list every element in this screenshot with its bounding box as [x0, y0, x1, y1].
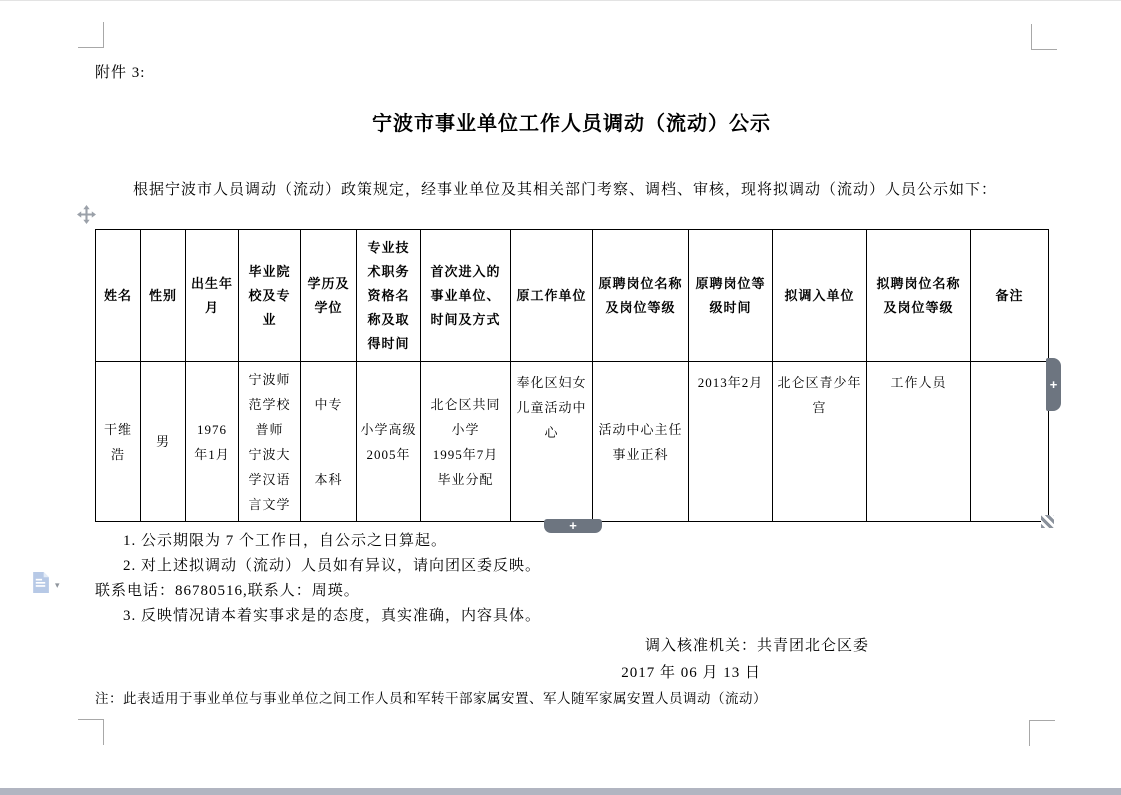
crop-mark-bottom-right: [1029, 720, 1055, 746]
plus-icon: +: [1049, 377, 1058, 392]
note-line-3: 3. 反映情况请本着实事求是的态度，真实准确，内容具体。: [123, 608, 542, 624]
approval-authority-line: 调入核准机关：共青团北仑区委: [644, 638, 869, 654]
document-icon: [32, 572, 49, 598]
attachment-label: 附件 3:: [95, 65, 146, 81]
table-cell: [971, 362, 1049, 522]
note-line-1: 1. 公示期限为 7 个工作日，自公示之日算起。: [123, 533, 448, 549]
table-header-cell: 专业技术职务资格名称及取得时间: [357, 230, 421, 362]
table-move-handle[interactable]: [77, 205, 96, 224]
table-header-cell: 拟聘岗位名称及岗位等级: [867, 230, 971, 362]
table-cell: 奉化区妇女儿童活动中心: [511, 362, 593, 522]
table-header-cell: 学历及学位: [301, 230, 357, 362]
contact-line: 联系电话：86780516,联系人：周瑛。: [95, 583, 360, 599]
table-header-cell: 出生年月: [186, 230, 239, 362]
table-row: [96, 362, 1049, 522]
footnote-line: 注：此表适用于事业单位与事业单位之间工作人员和军转干部家属安置、军人随军家属安置人员调动（流动）: [95, 691, 767, 706]
crop-mark-top-left: [78, 22, 104, 48]
table-cell: 北仑区青少年宫: [773, 362, 867, 522]
margin-doc-button[interactable]: [32, 572, 60, 598]
personnel-table: [95, 229, 1049, 522]
table-cell: 中专 本科: [301, 362, 357, 522]
add-column-button[interactable]: [1046, 358, 1061, 411]
table-cell: 1976 年1月: [186, 362, 239, 522]
table-header-cell: 拟调入单位: [773, 230, 867, 362]
table-header-cell: 毕业院校及专业: [239, 230, 301, 362]
table-header-cell: 首次进入的事业单位、时间及方式: [421, 230, 511, 362]
crop-mark-top-right: [1031, 24, 1057, 50]
page-title: 宁波市事业单位工作人员调动（流动）公示: [372, 113, 771, 135]
table-cell: 活动中心主任 事业正科: [593, 362, 689, 522]
table-cell: 小学高级 2005年: [357, 362, 421, 522]
bottom-scrollbar[interactable]: [0, 788, 1121, 795]
table-cell: 2013年2月: [689, 362, 773, 522]
crop-mark-bottom-left: [78, 719, 104, 745]
table-cell: 工作人员: [867, 362, 971, 522]
note-line-2: 2. 对上述拟调动（流动）人员如有异议，请向团区委反映。: [123, 558, 542, 574]
table-header-cell: 性别: [141, 230, 186, 362]
table-container: [95, 229, 1049, 522]
table-header-cell: 原工作单位: [511, 230, 593, 362]
table-cell: 干维浩: [96, 362, 141, 522]
table-header-cell: 姓名: [96, 230, 141, 362]
dropdown-arrow-icon: ▾: [55, 579, 60, 590]
table-cell: 宁波师范学校普师 宁波大学汉语言文学: [239, 362, 301, 522]
table-header-cell: 原聘岗位等级时间: [689, 230, 773, 362]
table-header-cell: 备注: [971, 230, 1049, 362]
table-header-row: [96, 230, 1049, 362]
table-header-cell: 原聘岗位名称及岗位等级: [593, 230, 689, 362]
intro-paragraph: 根据宁波市人员调动（流动）政策规定，经事业单位及其相关部门考察、调档、审核，现将拟调动（流动）人员公示如下：: [133, 182, 998, 198]
table-cell: 男: [141, 362, 186, 522]
move-icon: [77, 211, 96, 228]
date-line: 2017 年 06 月 13 日: [621, 665, 761, 681]
plus-icon: +: [569, 518, 577, 533]
table-resize-handle[interactable]: [1041, 515, 1054, 528]
table-cell: 北仑区共同小学 1995年7月 毕业分配: [421, 362, 511, 522]
